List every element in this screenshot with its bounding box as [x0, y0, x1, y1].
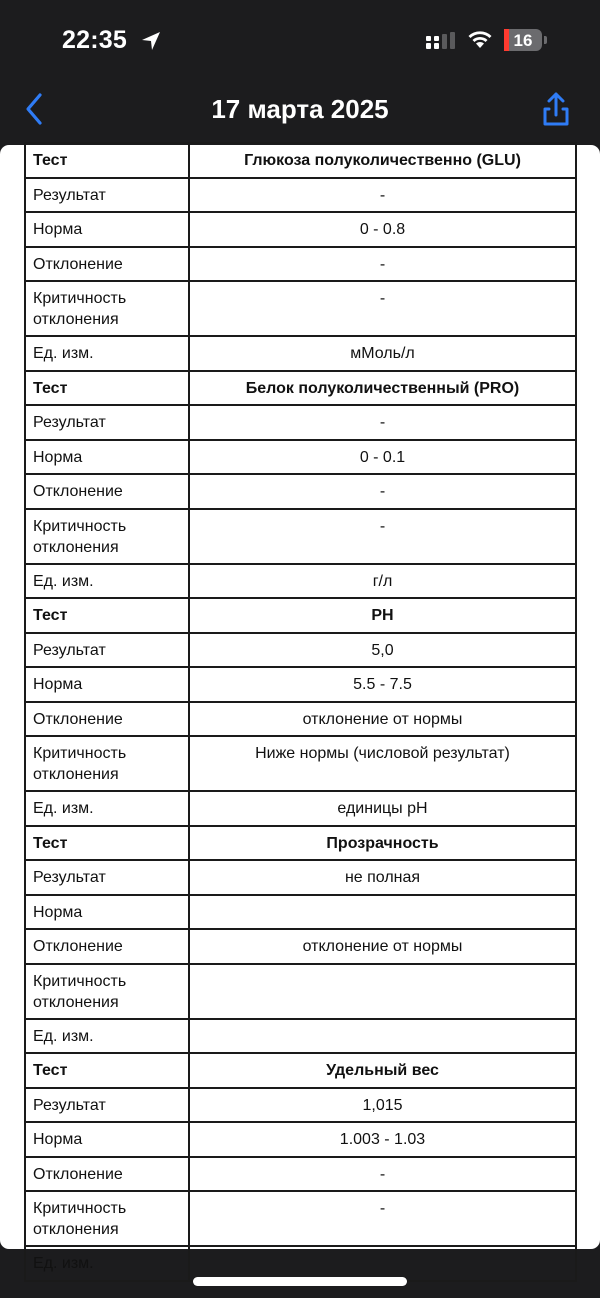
results-card — [0, 145, 600, 1272]
deviation-row — [25, 247, 576, 282]
norm-row — [25, 212, 576, 247]
criticality-value: - — [189, 509, 576, 564]
row-label: Ед. изм. — [25, 1246, 189, 1281]
norm-value — [189, 895, 576, 930]
row-label: Критичность отклонения — [25, 1191, 189, 1246]
row-label: Тест — [25, 1053, 189, 1088]
criticality-row — [25, 509, 576, 564]
result-row — [25, 860, 576, 895]
test-name: Прозрачность — [189, 826, 576, 861]
battery-percent: 16 — [513, 31, 533, 50]
deviation-value: - — [189, 247, 576, 282]
criticality-row — [25, 736, 576, 791]
deviation-row — [25, 929, 576, 964]
row-label: Тест — [25, 826, 189, 861]
unit-value: г/л — [189, 564, 576, 599]
norm-value: 0 - 0.1 — [189, 440, 576, 475]
row-label: Тест — [25, 143, 189, 178]
row-label: Результат — [25, 860, 189, 895]
share-icon — [536, 90, 576, 130]
test-name: Белок полуколичественный (PRO) — [189, 371, 576, 406]
row-label: Ед. изм. — [25, 791, 189, 826]
result-value: 5,0 — [189, 633, 576, 668]
criticality-row — [25, 281, 576, 336]
criticality-value — [189, 964, 576, 1019]
share-button[interactable] — [536, 90, 576, 130]
deviation-value: - — [189, 1157, 576, 1192]
unit-row — [25, 791, 576, 826]
unit-row — [25, 336, 576, 371]
result-value: не полная — [189, 860, 576, 895]
row-label: Результат — [25, 1088, 189, 1123]
result-value: - — [189, 405, 576, 440]
unit-value — [189, 1246, 576, 1281]
norm-row — [25, 667, 576, 702]
test-name-row — [25, 371, 576, 406]
location-arrow-icon — [140, 30, 162, 52]
deviation-value: - — [189, 474, 576, 509]
row-label: Ед. изм. — [25, 1019, 189, 1054]
test-name-row — [25, 826, 576, 861]
criticality-row — [25, 1191, 576, 1246]
result-row — [25, 405, 576, 440]
result-row — [25, 178, 576, 213]
row-label: Норма — [25, 895, 189, 930]
row-label: Норма — [25, 212, 189, 247]
criticality-value: - — [189, 1191, 576, 1246]
row-label: Тест — [25, 371, 189, 406]
results-table-scroll[interactable] — [24, 142, 577, 1282]
unit-row — [25, 1246, 576, 1281]
test-name: Глюкоза полуколичественно (GLU) — [189, 143, 576, 178]
row-label: Критичность отклонения — [25, 281, 189, 336]
norm-row — [25, 440, 576, 475]
result-value: 1,015 — [189, 1088, 576, 1123]
unit-value: мМоль/л — [189, 336, 576, 371]
norm-row — [25, 1122, 576, 1157]
deviation-row — [25, 1157, 576, 1192]
criticality-value: - — [189, 281, 576, 336]
row-label: Отклонение — [25, 1157, 189, 1192]
row-label: Результат — [25, 405, 189, 440]
row-label: Критичность отклонения — [25, 964, 189, 1019]
row-label: Результат — [25, 178, 189, 213]
criticality-row — [25, 964, 576, 1019]
row-label: Тест — [25, 598, 189, 633]
norm-value: 5.5 - 7.5 — [189, 667, 576, 702]
row-label: Норма — [25, 440, 189, 475]
test-name-row — [25, 1053, 576, 1088]
home-indicator[interactable] — [193, 1277, 407, 1286]
results-table — [24, 142, 577, 1282]
status-time: 22:35 — [62, 26, 127, 54]
row-label: Критичность отклонения — [25, 736, 189, 791]
norm-row — [25, 895, 576, 930]
row-label: Отклонение — [25, 247, 189, 282]
result-row — [25, 633, 576, 668]
cellular-signal-icon — [425, 32, 459, 50]
unit-row — [25, 564, 576, 599]
test-name-row — [25, 598, 576, 633]
row-label: Отклонение — [25, 474, 189, 509]
criticality-value: Ниже нормы (числовой результат) — [189, 736, 576, 791]
test-name-row — [25, 143, 576, 178]
row-label: Ед. изм. — [25, 336, 189, 371]
wifi-icon — [467, 29, 493, 49]
row-label: Отклонение — [25, 929, 189, 964]
row-label: Результат — [25, 633, 189, 668]
unit-value: единицы pH — [189, 791, 576, 826]
test-name: PH — [189, 598, 576, 633]
page-title: 17 марта 2025 — [211, 94, 389, 124]
row-label: Отклонение — [25, 702, 189, 737]
unit-value — [189, 1019, 576, 1054]
row-label: Критичность отклонения — [25, 509, 189, 564]
battery-tip — [544, 36, 547, 44]
norm-value: 1.003 - 1.03 — [189, 1122, 576, 1157]
status-bar — [0, 0, 600, 80]
result-row — [25, 1088, 576, 1123]
deviation-row — [25, 474, 576, 509]
battery-icon — [504, 29, 542, 51]
row-label: Норма — [25, 667, 189, 702]
deviation-value: отклонение от нормы — [189, 929, 576, 964]
navigation-bar — [0, 80, 600, 142]
deviation-row — [25, 702, 576, 737]
unit-row — [25, 1019, 576, 1054]
norm-value: 0 - 0.8 — [189, 212, 576, 247]
deviation-value: отклонение от нормы — [189, 702, 576, 737]
row-label: Норма — [25, 1122, 189, 1157]
result-value: - — [189, 178, 576, 213]
test-name: Удельный вес — [189, 1053, 576, 1088]
row-label: Ед. изм. — [25, 564, 189, 599]
